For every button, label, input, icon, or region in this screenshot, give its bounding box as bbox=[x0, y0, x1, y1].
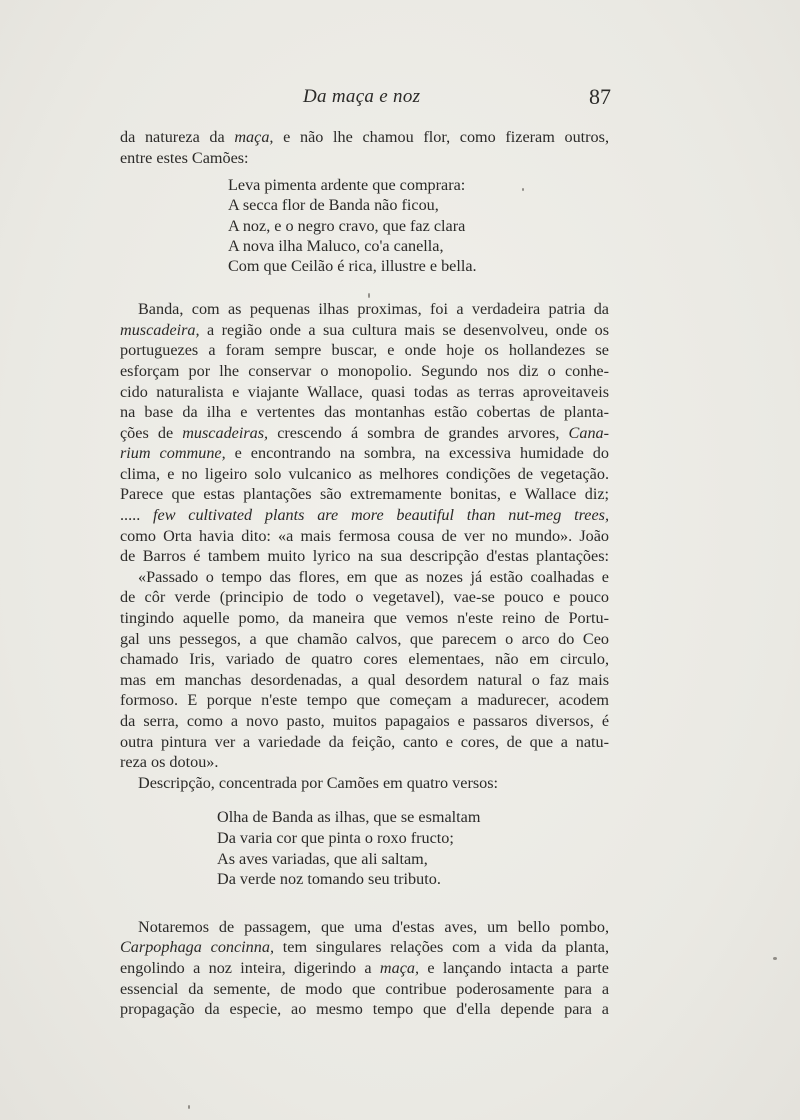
quote-barros bbox=[120, 567, 609, 773]
text-line: Parece que estas plantações são extremamente bonitas, e Wallace diz; bbox=[120, 485, 609, 504]
page-number: 87 bbox=[589, 84, 611, 109]
text-line: Carpophaga concinna, tem singulares relações com a vida da planta, bbox=[120, 938, 609, 957]
text-line: na base da ilha e vertentes das montanhas estão cobertas de planta- bbox=[120, 403, 609, 422]
text-line: ções de muscadeiras, crescendo á sombra de grandes arvores, Cana- bbox=[120, 423, 610, 442]
verse-line: Da verde noz tomando seu tributo. bbox=[217, 870, 441, 889]
verse-intro: Descripção, concentrada por Camões em quatro versos: bbox=[138, 773, 499, 792]
text-line: rium commune, e encontrando na sombra, na excessiva humidade do bbox=[120, 444, 609, 463]
text-line: da serra, como a novo pasto, muitos papagaios e passaros diversos, é bbox=[120, 712, 609, 730]
text-line: engolindo a noz inteira, digerindo a maça, e lançando intacta a parte bbox=[120, 958, 609, 977]
text-line: «Passado o tempo das flores, em que as nozes já estão coalhadas e bbox=[138, 567, 609, 586]
paper-speck bbox=[773, 957, 777, 960]
text-line: esforçam por lhe conservar o monopolio. Segundo nos diz o conhe- bbox=[120, 361, 609, 380]
text-line: gal uns pessegos, a que chamão calvos, que parecem o arco do Ceo bbox=[120, 629, 609, 648]
text-line: chamado Iris, variado de quatro cores elementaes, não em circulo, bbox=[120, 650, 609, 669]
text-line: outra pintura ver a variedade da feição, canto e cores, de que a natu- bbox=[120, 732, 609, 751]
text-line: Notaremos de passagem, que uma d'estas aves, um bello pombo, bbox=[138, 917, 609, 936]
text-line: cido naturalista e viajante Wallace, quasi todas as terras aproveitaveis bbox=[120, 382, 609, 401]
text-line: reza os dotou». bbox=[120, 753, 219, 772]
text-line: de Barros é tambem muito lyrico na sua descripção d'estas plantações: bbox=[120, 547, 609, 566]
paper-speck bbox=[368, 293, 370, 298]
verse-line: Olha de Banda as ilhas, que se esmaltam bbox=[217, 808, 481, 827]
paper-speck bbox=[188, 1105, 190, 1109]
page-header bbox=[0, 86, 800, 116]
text-line: ..... few cultivated plants are more beautiful than nut-meg trees, bbox=[120, 506, 610, 525]
verse-line: As aves variadas, que ali saltam, bbox=[217, 849, 428, 868]
verse-line: A noz, e o negro cravo, que faz clara bbox=[228, 216, 466, 235]
text-line: tingindo aquelle pomo, da maneira que vemos n'este reino de Portu- bbox=[120, 609, 609, 628]
running-title: Da maça e noz bbox=[303, 86, 421, 107]
text-line: portuguezes a foram sempre buscar, e onde hoje os hollandezes se bbox=[120, 341, 609, 360]
paragraph-2 bbox=[120, 299, 609, 567]
verse-block-2 bbox=[120, 807, 609, 889]
verse-line: Com que Ceilão é rica, illustre e bella. bbox=[228, 256, 477, 275]
text-line: da natureza da maça, e não lhe chamou flor, como fizeram outros, bbox=[120, 128, 610, 146]
verse-line: Leva pimenta ardente que comprara: bbox=[228, 176, 466, 195]
text-line: muscadeira, a região onde a sua cultura mais se desenvolveu, onde os bbox=[120, 320, 609, 339]
paragraph-1 bbox=[120, 127, 609, 168]
text-line: propagação da especie, ao mesmo tempo que d'ella depende para a bbox=[120, 1000, 609, 1019]
text-line: como Orta havia dito: «a mais fermosa cousa de ver no mundo». João bbox=[120, 526, 609, 545]
body-text bbox=[120, 127, 609, 1020]
verse-line: Da varia cor que pinta o roxo fructo; bbox=[217, 828, 454, 847]
verse-line: A nova ilha Maluco, co'a canella, bbox=[228, 236, 444, 255]
paper-speck bbox=[522, 188, 524, 191]
text-line: mas em manchas desordenadas, a qual desordem natural o faz mais bbox=[120, 670, 609, 689]
text-line: Banda, com as pequenas ilhas proximas, foi a verdadeira patria da bbox=[138, 300, 609, 319]
verse-line: A secca flor de Banda não ficou, bbox=[228, 196, 439, 215]
text-line: de côr verde (principio de todo o vegetavel), vae-se pouco e pouco bbox=[120, 588, 609, 607]
verse-block-1 bbox=[120, 175, 609, 276]
text-line: formoso. E porque n'este tempo que começam a madurecer, acodem bbox=[120, 691, 609, 710]
paragraph-3 bbox=[120, 917, 609, 1020]
text-line: entre estes Camões: bbox=[120, 148, 249, 167]
text-line: essencial da semente, de modo que contribue poderosamente para a bbox=[120, 979, 609, 998]
text-line: clima, e no ligeiro solo vulcanico as melhores condições de vegetação. bbox=[120, 464, 609, 483]
